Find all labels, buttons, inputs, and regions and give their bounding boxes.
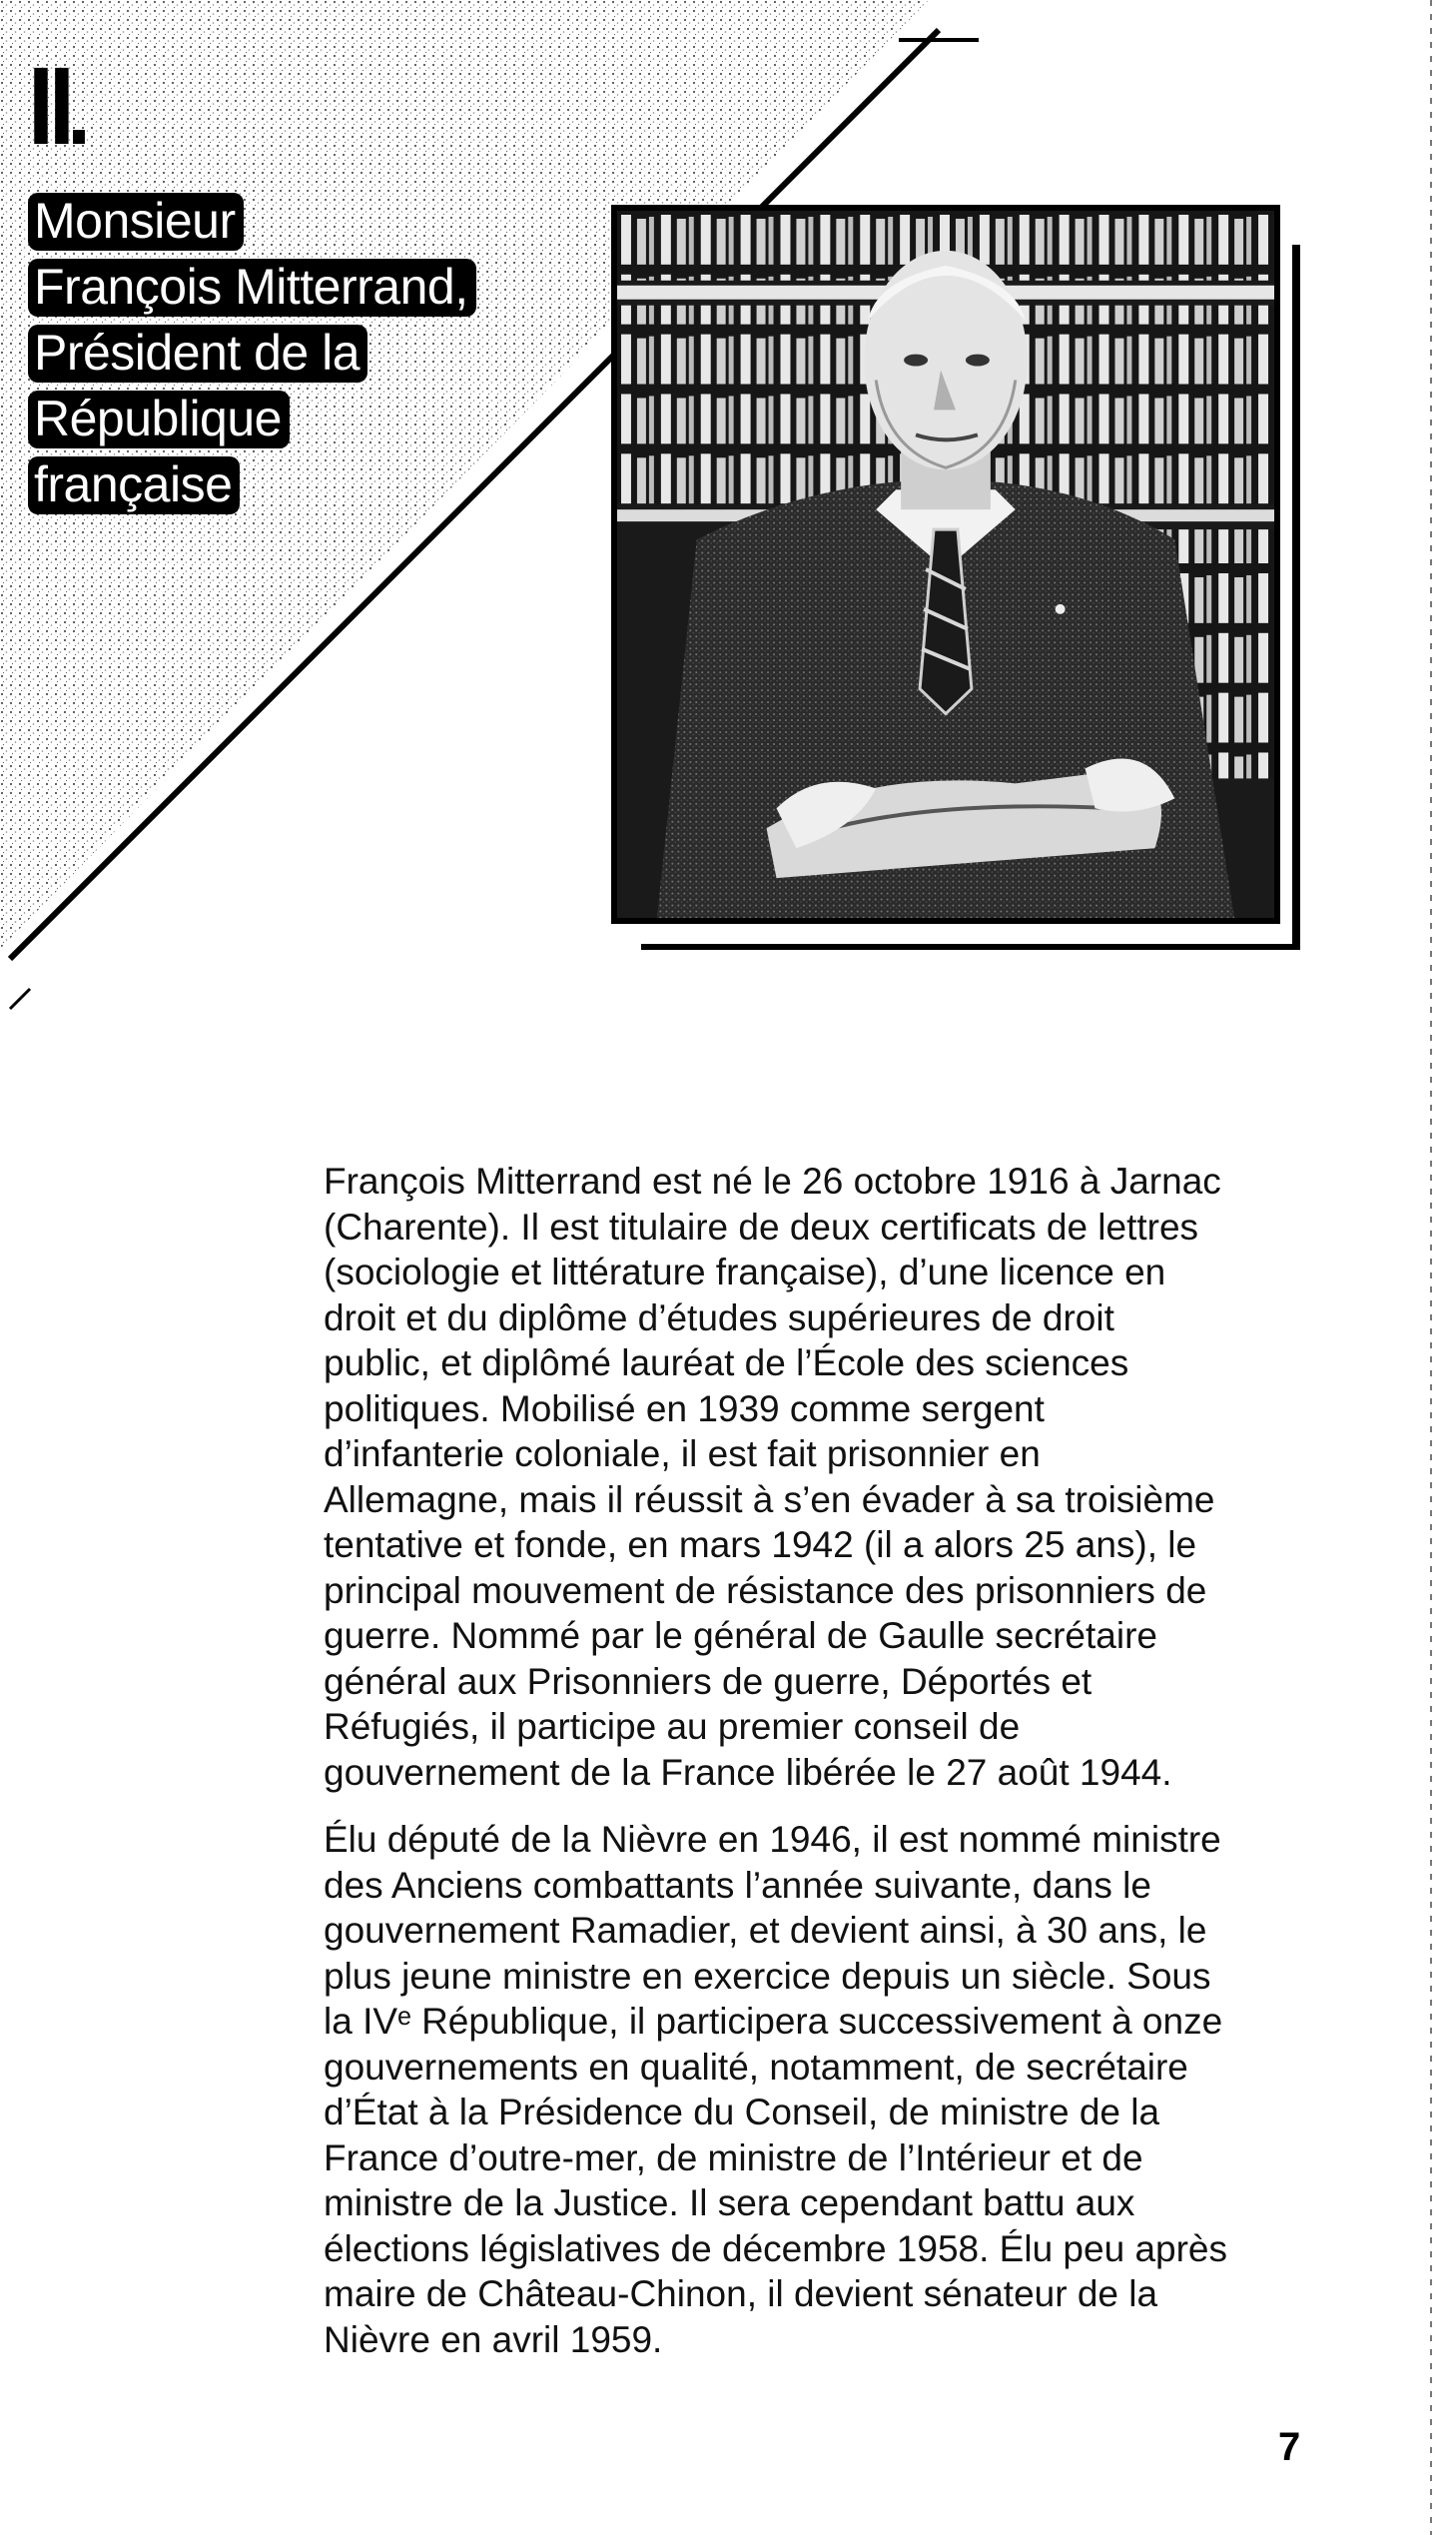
portrait-figure [611, 205, 1310, 924]
chapter-number-text: II [28, 45, 70, 168]
title-line: Président de la [28, 322, 667, 384]
title-line: Monsieur [28, 190, 667, 252]
paragraph: Élu député de la Nièvre en 1946, il est nommé ministre des Anciens combattants l’année suivante, dans le gouvernement Ramadier, et devient ainsi, à 30 ans, le plus jeune ministre en exercice depuis un siècle. Sous la IVᵉ République, il participera successivement à onze gouvernements en qualité, notamment, de secrétaire d’État à la Présidence du Conseil, de ministre de la France d’outre-mer, de ministre de l’Intérieur et de ministre de la Justice. Il sera cependant battu aux élections législatives de décembre 1958. Élu peu après maire de Château-Chinon, il devient sénateur de la Nièvre en avril 1959. [324, 1819, 1228, 2360]
portrait-shadow [641, 944, 1300, 950]
article-body [324, 1159, 1322, 2384]
page-title [28, 190, 667, 519]
page-number: 7 [1278, 2425, 1301, 2469]
portrait-shadow [1292, 245, 1300, 944]
title-line: François Mitterrand, [28, 256, 667, 318]
paragraph: François Mitterrand est né le 26 octobre 1916 à Jarnac (Charente). Il est titulaire de deux certificats de lettres (sociologie et littérature française), d’une licence en droit et du diplôme d’études supérieures de droit public, et diplômé lauréat de l’École des sciences politiques. Mobilisé en 1939 comme sergent d’infanterie coloniale, il est fait prisonnier en Allemagne, mais il réussit à s’en évader à sa troisième tentative et fonde, en mars 1942 (il a alors 25 ans), le principal mouvement de résistance des prisonniers de guerre. Nommé par le général de Gaulle secrétaire général aux Prisonniers de guerre, Déportés et Réfugiés, il participe au premier conseil de gouvernement de la France libérée le 27 août 1944. [324, 1161, 1221, 1793]
portrait-illustration [617, 211, 1274, 918]
chapter-number [28, 45, 85, 168]
title-line: République [28, 388, 667, 449]
chapter-dot [73, 130, 85, 144]
portrait-photo [611, 205, 1280, 924]
title-line: française [28, 453, 667, 515]
page-edge-rule [1430, 0, 1432, 2535]
